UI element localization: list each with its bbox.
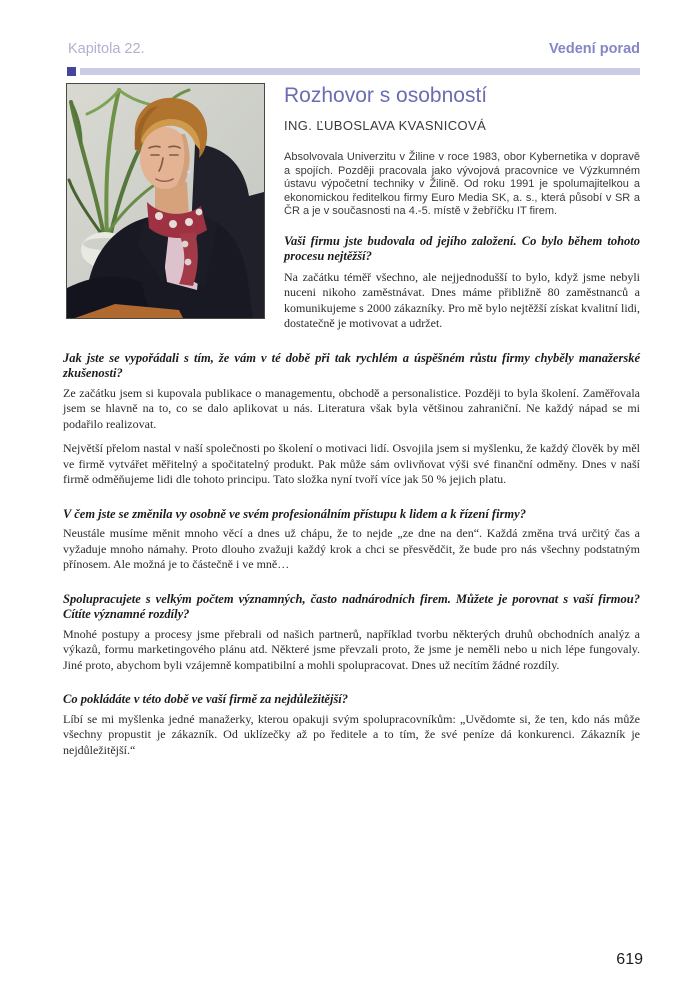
answer-2-1: Ze začátku jsem si kupovala publikace o managementu, obchodě a personalistice. Později to byla školení. Zaměřovala jsem se hlavně na to, co se dalo aplikovat u nás. Literatura však byla většinou zahraniční. Ne každý nápad se mi podařilo realizovat. — [63, 385, 640, 431]
question-5: Co pokládáte v této době ve vaší firmě za nejdůležitější? — [63, 692, 349, 707]
portrait-illustration — [67, 84, 264, 318]
lead-section — [63, 83, 640, 332]
page-footer — [616, 951, 643, 969]
section-label: Vedení porad — [548, 41, 640, 57]
article-title: Rozhovor s osobností — [284, 84, 488, 107]
answer-5-1: Líbí se mi myšlenka jedné manažerky, kterou opakuji svým spolupracovníkům: „Uvědomte si, že ten, kdo nás může všechny propustit je zákazník. Od uklízečky až po ředitele a to tím, že své peníze dá konkurenci. Zákazník je nejdůležitější.“ — [63, 711, 640, 757]
chapter-label: Kapitola 22. — [68, 41, 145, 57]
answer-1: Na začátku téměř všechno, ale nejjednodušší to bylo, když jsme nebyli nuceni nikoho zaměstnávat. Dnes máme přibližně 80 zaměstnanců a komunikujeme s 2000 zákazníky. Pro mě bylo nejtěžší získat kvalitní lidi, dostatečně je motivovat a udržet. — [284, 269, 640, 331]
lead-column — [284, 83, 640, 332]
page-number: 619 — [616, 951, 643, 968]
interviewee-name: ING. ĽUBOSLAVA KVASNICOVÁ — [284, 118, 487, 133]
answer-2-2: Největší přelom nastal v naší společnosti po školení o motivaci lidí. Osvojila jsem si myšlenku, že každý člověk by měl ve firmě vytvářet měřitelný a spočitatelný produkt. Pak může sám ovlivňovat výši své finanční odměny. Dnes v naší firmě odměňujeme lidi dle tohoto principu. Tato složka nyní tvoří více jak 50 % jejich platu. — [63, 441, 640, 487]
interviewee-photo — [66, 83, 265, 319]
qa-section — [63, 351, 640, 759]
running-header — [63, 40, 640, 58]
question-2: Jak jste se vypořádali s tím, že vám v té době při tak rychlém a úspěšném růstu firmy chyběly manažerské zkušenosti? — [63, 350, 640, 381]
divider-square — [67, 67, 76, 76]
header-divider — [63, 67, 640, 76]
question-3: V čem jste se změnila vy osobně ve svém profesionálním přístupu k lidem a k řízení firmy? — [63, 506, 526, 521]
answer-3-1: Neustále musíme měnit mnoho věcí a dnes už chápu, že to nejde „ze dne na den“. Každá změna trvá určitý čas a vyžaduje mnoho námahy. Proto dlouho zvažuji každý krok a chci se přesvědčit, že bude pro nás všechny podstatným přínosem. Ale možná je to částečně i ve mně… — [63, 526, 640, 572]
question-4: Spolupracujete s velkým počtem významných, často nadnárodních firem. Můžete je porovnat s vaší firmou? Cítíte významné rozdíly? — [63, 591, 640, 622]
question-1: Vaši firmu jste budovala od jejího založení. Co bylo během tohoto procesu nejtěžší? — [284, 233, 640, 264]
divider-bar — [80, 68, 640, 75]
answer-4-1: Mnohé postupy a procesy jsme přebrali od našich partnerů, například tvorbu některých druhů obchodních analýz a výkazů, formu marketingového plánu atd. Některé jsme převzali proto, že jsme je neměli nebo u nich lépe fungovaly. Jiné proto, abychom byli vzájemně kompatibilní a mohli spolupracovat. Dnes už necítím žádné rozdíly. — [63, 626, 640, 672]
intro-paragraph: Absolvovala Univerzitu v Žiline v roce 1983, obor Kybernetika v dopravě a spojích. Později pracovala jako vývojová pracovnice ve Výzkumném ústavu výpočetní techniky v Žilině. Od roku 1991 je spolumajitelkou a ekonomickou ředitelkou firmy Euro Media SK, a. s., která působí v SR a ČR a je v současnosti na 4.-5. místě v žebříčku IT firem. — [284, 151, 640, 218]
